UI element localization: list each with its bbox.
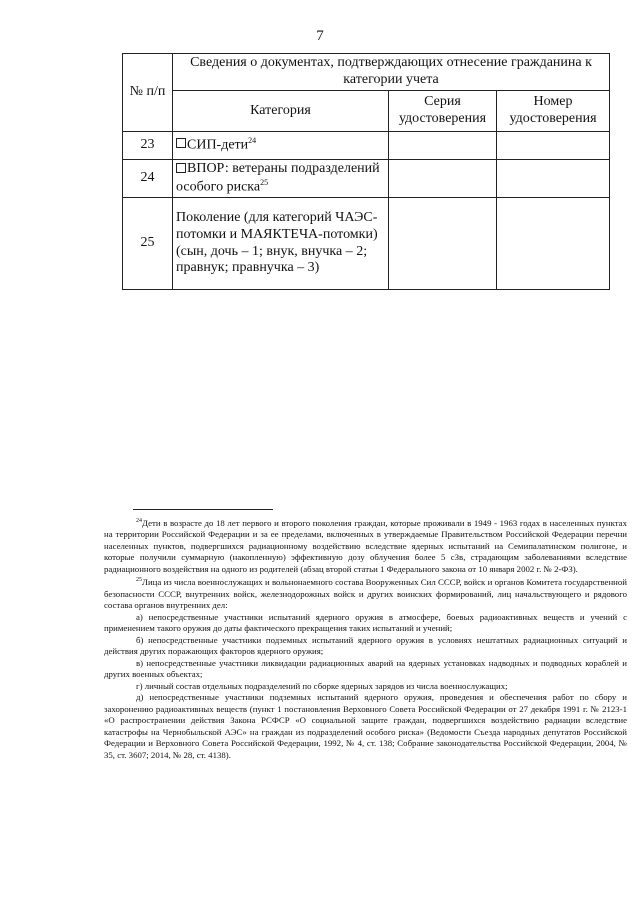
header-no: № п/п xyxy=(123,54,173,132)
footnote-25-d: д) непосредственные участники подземных испытаний ядерного оружия, проведения и обеспечения работ по сбору и захоронению радиоактивных веществ (пункт 1 постановления Верховного Совета Российской Федерации от 27 декабря 1991 г. № 2123-1 «О распространении действия Закона РСФСР «О социальной защите граждан, подвергшихся воздействию радиации вследствие катастрофы на Чернобыльской АЭС» на граждан из подразделений особого риска» (Ведомости Съезда народных депутатов Российской Федерации и Верховного Совета Российской Федерации, 1992, № 4, ст. 138; Собрание законодательства Российской Федерации, 2004, № 35, ст. 3607; 2014, № 28, ст. 4138). xyxy=(104,692,627,760)
header-series: Серия удостоверения xyxy=(389,91,497,132)
footnote-25 xyxy=(104,575,627,611)
header-group: Сведения о документах, подтверждающих отнесение гражданина к категории учета xyxy=(173,54,610,91)
row-category xyxy=(173,160,389,198)
documents-table xyxy=(122,53,610,290)
footnotes xyxy=(104,516,627,761)
footnote-25-g: г) личный состав отдельных подразделений по сборке ядерных зарядов из числа военнослужащих; xyxy=(136,680,508,691)
footnote-divider xyxy=(133,509,273,510)
footnote-ref: 24 xyxy=(248,136,257,146)
row-number: 25 xyxy=(123,198,173,290)
footnote-24 xyxy=(104,516,627,575)
table-row xyxy=(123,160,610,198)
category-text: СИП-дети xyxy=(187,137,249,153)
checkbox-icon[interactable] xyxy=(176,138,186,148)
row-series[interactable] xyxy=(389,160,497,198)
header-row-1 xyxy=(123,54,610,91)
row-doc-number[interactable] xyxy=(497,160,610,198)
row-series[interactable] xyxy=(389,198,497,290)
table-row xyxy=(123,198,610,290)
footnote-25-v: в) непосредственные участники ликвидации радиационных аварий на ядерных установках надводных и подводных кораблей и других военных объектах; xyxy=(104,657,627,680)
row-category xyxy=(173,132,389,160)
table-row xyxy=(123,132,610,160)
category-text: ВПОР: ветераны подразделений особого риска xyxy=(176,160,380,195)
row-number: 23 xyxy=(123,132,173,160)
header-category: Категория xyxy=(173,91,389,132)
header-number: Номер удостоверения xyxy=(497,91,610,132)
row-doc-number[interactable] xyxy=(497,132,610,160)
footnote-25-b: б) непосредственные участники подземных испытаний ядерного оружия в условиях нештатных радиационных ситуаций и действия других поражающих факторов ядерного оружия; xyxy=(104,634,627,657)
checkbox-icon[interactable] xyxy=(176,163,186,173)
page-number: 7 xyxy=(316,28,324,44)
footnote-mark: 25 xyxy=(136,577,142,584)
row-series[interactable] xyxy=(389,132,497,160)
header-row-2 xyxy=(123,91,610,132)
footnote-mark: 24 xyxy=(136,518,142,524)
footnote-text: Дети в возрасте до 18 лет первого и второго поколения граждан, которые проживали в 1949 - 1963 годах в населенных пунктах на территории Российской Федерации и за ее пределами, включенных в утверждаемые Правительством Российской Федерации перечни населенных пунктов, подвергшихся радиационному воздействию вследствие ядерных испытаний на Семипалатинском полигоне, и которые получили суммарную (накопленную) эффективную дозу облучения более 5 сЗв, страдающим заболеваниями вследствие радиационного воздействия на одного из родителей (абзац второй статьи 1 Федерального закона от 10 января 2002 г. № 2-ФЗ). xyxy=(104,517,627,574)
footnote-25-a: а) непосредственные участники испытаний ядерного оружия в атмосфере, боевых радиоактивных веществ и учений с применением такого оружия до даты фактического прекращения таких испытаний и учений; xyxy=(104,611,627,634)
footnote-ref: 25 xyxy=(260,177,269,187)
row-doc-number[interactable] xyxy=(497,198,610,290)
row-number: 24 xyxy=(123,160,173,198)
footnote-text: Лица из числа военнослужащих и вольнонаемного состава Вооруженных Сил СССР, войск и органов Комитета государственной безопасности СССР, внутренних войск, железнодорожных войск и других воинских формирований, лиц начальствующего и рядового состава органов внутренних дел: xyxy=(104,577,627,611)
row-category: Поколение (для категорий ЧАЭС-потомки и МАЯКТЕЧА-потомки) (сын, дочь – 1; внук, внучка – 2; правнук; правнучка – 3) xyxy=(173,198,389,290)
